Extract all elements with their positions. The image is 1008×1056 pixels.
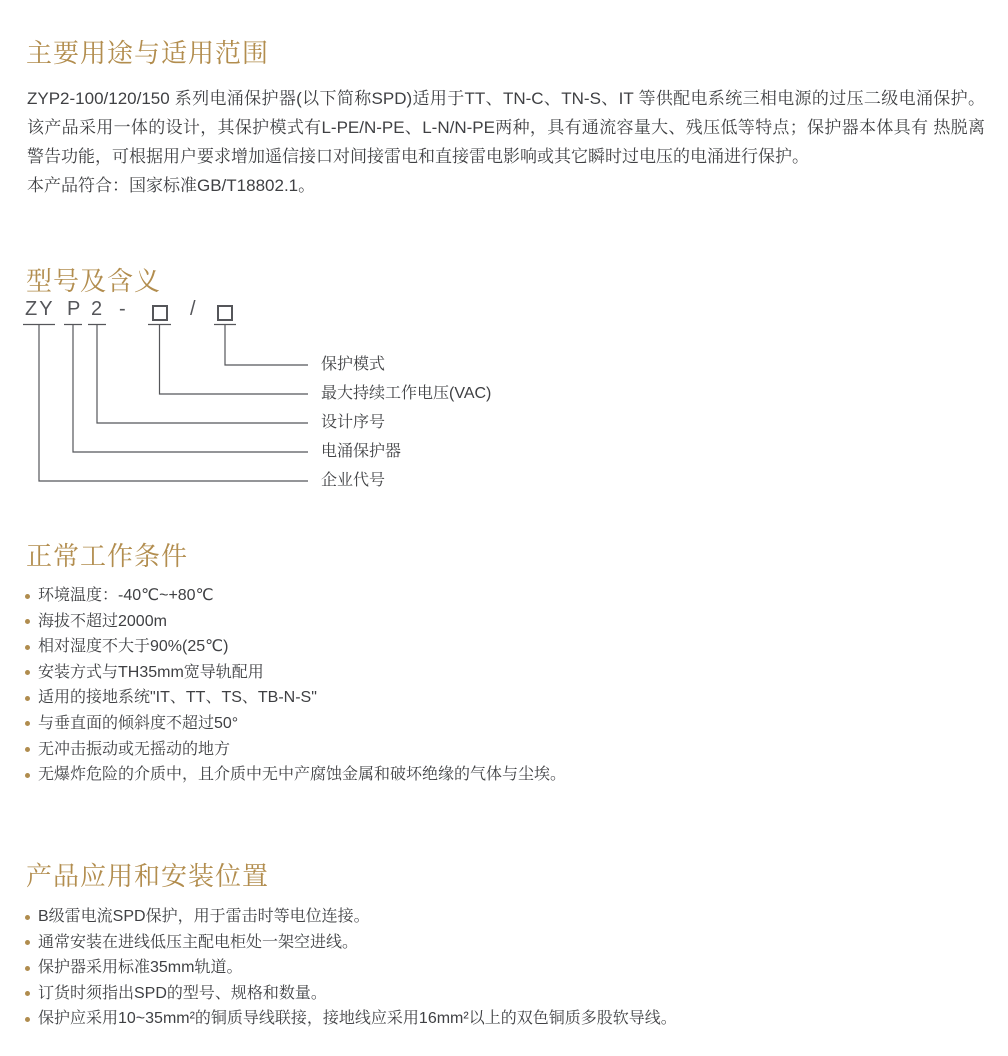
model-token-zy: ZY — [25, 298, 55, 320]
application-item-location: 通常安装在进线低压主配电柜处一架空进线。 — [24, 930, 984, 956]
condition-item-atmosphere: 无爆炸危险的介质中，且介质中无中产腐蚀金属和破坏绝缘的气体与尘埃。 — [24, 762, 984, 788]
section-title-model: 型号及含义 — [26, 266, 162, 296]
conditions-list — [24, 583, 984, 788]
model-token-2: 2 — [91, 298, 105, 320]
application-item-class-b: B级雷电流SPD保护，用于雷击时等电位连接。 — [24, 904, 984, 930]
condition-item-mounting: 安装方式与TH35mm宽导轨配用 — [24, 660, 984, 686]
application-item-rail: 保护器采用标准35mm轨道。 — [24, 955, 984, 981]
condition-item-vibration: 无冲击振动或无摇动的地方 — [24, 737, 984, 763]
application-item-ordering: 订货时须指出SPD的型号、规格和数量。 — [24, 981, 984, 1007]
usage-paragraphs — [27, 84, 985, 200]
condition-item-grounding: 适用的接地系统"IT、TT、TS、TB-N-S" — [24, 685, 984, 711]
model-token-p: P — [67, 298, 83, 320]
model-label-max-voltage: 最大持续工作电压(VAC) — [321, 385, 492, 402]
model-label-protection-mode: 保护模式 — [321, 356, 386, 373]
usage-paragraph-2: 本产品符合：国家标准GB/T18802.1。 — [27, 176, 316, 195]
condition-item-temperature: 环境温度：-40℃~+80℃ — [24, 583, 984, 609]
model-token-dash: - — [119, 298, 128, 320]
model-placeholder-box-mode — [217, 305, 233, 321]
section-title-usage: 主要用途与适用范围 — [26, 38, 270, 68]
section-title-conditions: 正常工作条件 — [26, 541, 189, 571]
application-item-wiring: 保护应采用10~35mm²的铜质导线联接，接地线应采用16mm²以上的双色铜质多股软导线。 — [24, 1006, 984, 1032]
model-placeholder-box-voltage — [152, 305, 168, 321]
usage-paragraph-1: ZYP2-100/120/150 系列电涌保护器(以下简称SPD)适用于TT、TN-C、TN-S、IT 等供配电系统三相电源的过压二级电涌保护。该产品采用一体的设计，其保护模式有L-PE/N-PE、L-N/N-PE两种，具有通流容量大、残压低等特点；保护器本体具有 热脱离警告功能，可根据用户要求增加遥信接口对间接雷电和直接雷电影响或其它瞬时过电压的电涌进行保护。 — [27, 89, 985, 166]
model-label-design-serial: 设计序号 — [321, 414, 386, 431]
condition-item-altitude: 海拔不超过2000m — [24, 609, 984, 635]
model-code-diagram — [0, 296, 560, 508]
section-title-application: 产品应用和安装位置 — [26, 861, 270, 891]
model-label-company-code: 企业代号 — [321, 472, 386, 489]
application-list — [24, 904, 984, 1032]
model-label-spd: 电涌保护器 — [321, 443, 402, 460]
condition-item-tilt: 与垂直面的倾斜度不超过50° — [24, 711, 984, 737]
model-token-slash: / — [190, 298, 198, 320]
condition-item-humidity: 相对湿度不大于90%(25℃) — [24, 634, 984, 660]
